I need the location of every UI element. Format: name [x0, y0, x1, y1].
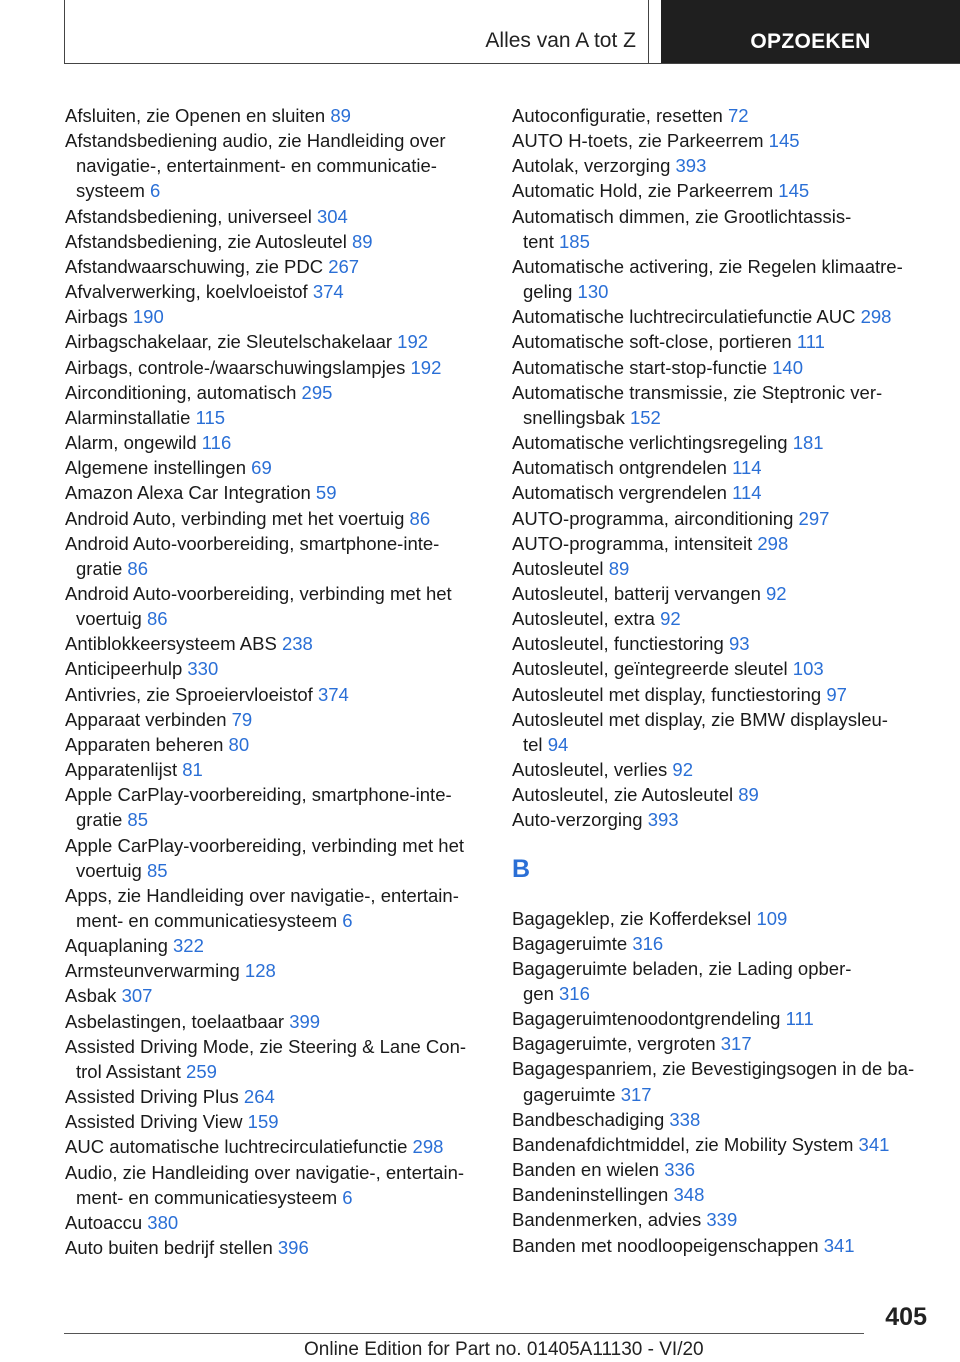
page-link[interactable]: 93: [729, 633, 750, 655]
entry-text: systeem: [76, 180, 145, 202]
index-entry: [65, 556, 490, 581]
page-link[interactable]: 264: [243, 1086, 275, 1108]
entry-text: Antiblokkeersysteem ABS: [65, 633, 277, 655]
section-letter: B: [512, 854, 531, 883]
page-link[interactable]: 316: [559, 983, 590, 1004]
page-link[interactable]: 396: [277, 1237, 309, 1259]
entry-text: geling: [523, 281, 573, 303]
entry-text: gratie: [76, 809, 123, 831]
index-entry: [512, 128, 932, 153]
page-link[interactable]: 374: [312, 281, 344, 303]
index-entry: [512, 1157, 932, 1182]
entry-text: Android Auto-voorbereiding, verbinding met het: [65, 582, 452, 604]
page-link[interactable]: 317: [620, 1083, 652, 1105]
index-entry: [512, 1056, 932, 1081]
page-link[interactable]: 89: [608, 557, 630, 579]
page-link[interactable]: 85: [127, 809, 148, 831]
page-link[interactable]: 6: [150, 180, 161, 202]
entry-text: Afvalverwerking, koelvloeistof: [65, 281, 308, 303]
page-link[interactable]: 111: [796, 331, 825, 353]
index-entry: [512, 556, 932, 581]
entry-text: Autosleutel, functiestoring: [512, 633, 724, 655]
footer-divider: [64, 1333, 864, 1334]
entry-text: Anticipeerhulp: [65, 658, 183, 680]
page-link[interactable]: 393: [647, 809, 679, 831]
entry-text: Aquaplaning: [65, 935, 168, 957]
page-link[interactable]: 109: [756, 907, 788, 929]
page-link[interactable]: 72: [727, 105, 749, 126]
index-entry: [65, 254, 490, 279]
index-entry: [65, 103, 490, 128]
entry-text: Bandenafdichtmiddel, zie Mobility System: [512, 1133, 854, 1155]
index-entry: [512, 1006, 932, 1031]
entry-text: Autosleutel, extra: [512, 608, 655, 630]
entry-text: voertuig: [76, 859, 142, 881]
index-entry: [65, 480, 490, 505]
index-entry: [512, 1207, 932, 1232]
entry-text: Bagageruimte: [512, 932, 628, 954]
entry-text: Apparaten beheren: [65, 733, 224, 755]
entry-text: Bandeninstellingen: [512, 1184, 669, 1206]
index-entry: [512, 931, 932, 956]
entry-text: Autoconfiguratie, resetten: [512, 105, 723, 126]
entry-text: Autolak, verzorging: [512, 155, 671, 177]
index-entry: [512, 1107, 932, 1132]
entry-text: Assisted Driving Plus: [65, 1086, 239, 1108]
page-link[interactable]: 348: [673, 1184, 705, 1206]
index-entry: [65, 732, 490, 757]
index-entry: [65, 833, 490, 858]
index-entry: [512, 103, 932, 128]
page-link[interactable]: 130: [577, 281, 609, 303]
page-link[interactable]: 190: [132, 306, 164, 328]
page-link[interactable]: 69: [251, 457, 272, 479]
edition-footer: Online Edition for Part no. 01405A11130 - VI/20: [304, 1339, 704, 1360]
entry-text: trol Assistant: [76, 1060, 181, 1082]
header-divider: [64, 63, 960, 64]
page-link[interactable]: 94: [547, 733, 569, 755]
entry-text: Asbak: [65, 985, 117, 1007]
page-link[interactable]: 140: [772, 356, 804, 378]
entry-text: gageruimte: [523, 1083, 616, 1105]
chapter-tab[interactable]: [64, 0, 649, 63]
entry-text: Automatische soft-close, portieren: [512, 331, 792, 353]
index-entry: [65, 1059, 490, 1084]
page-link[interactable]: 298: [412, 1136, 444, 1158]
page-link[interactable]: 111: [785, 1008, 814, 1030]
entry-text: Auto-verzorging: [512, 809, 643, 831]
entry-text: Banden met noodloopeigenschappen: [512, 1234, 819, 1256]
entry-text: AUTO-programma, airconditioning: [512, 507, 794, 529]
page-link[interactable]: 116: [201, 432, 232, 454]
entry-text: Algemene instellingen: [65, 457, 247, 479]
page-link[interactable]: 307: [121, 985, 153, 1007]
entry-text: Afstandsbediening, universeel: [65, 205, 312, 227]
index-entry: [512, 906, 932, 931]
index-entry: [512, 581, 932, 606]
page-link[interactable]: 304: [316, 205, 348, 227]
page-link[interactable]: 79: [231, 708, 253, 730]
entry-text: Afsluiten, zie Openen en sluiten: [65, 105, 326, 126]
page-link[interactable]: 59: [315, 482, 337, 504]
page-link[interactable]: 298: [757, 532, 789, 554]
index-entry: [65, 329, 490, 354]
entry-text: Android Auto, verbinding met het voertuig: [65, 507, 405, 529]
index-entry: [65, 1134, 490, 1159]
entry-text: gen: [523, 983, 554, 1004]
entry-text: Automatische start-stop-functie: [512, 356, 767, 378]
page-link[interactable]: 380: [147, 1211, 179, 1233]
page-link[interactable]: 97: [826, 683, 847, 705]
page-link[interactable]: 192: [397, 331, 429, 353]
index-column-left: [65, 103, 490, 1260]
index-entry: [512, 254, 932, 279]
index-entry: [512, 329, 932, 354]
entry-text: Banden en wielen: [512, 1159, 660, 1181]
entry-text: Audio, zie Handleiding over navigatie-, entertain-: [65, 1161, 465, 1183]
index-entry: [65, 455, 490, 480]
entry-text: Asbelastingen, toelaatbaar: [65, 1010, 285, 1032]
index-entry: [512, 506, 932, 531]
entry-text: AUTO H-toets, zie Parkeerrem: [512, 130, 764, 152]
page-link[interactable]: 89: [738, 784, 759, 806]
index-entry: [65, 933, 490, 958]
page-link[interactable]: 192: [410, 356, 442, 378]
section-tab-label: OPZOEKEN: [750, 30, 871, 53]
entry-text: Airbags: [65, 306, 128, 328]
entry-text: Automatische activering, zie Regelen klimaatre-: [512, 255, 903, 277]
entry-text: Automatisch dimmen, zie Grootlichtassis-: [512, 205, 852, 227]
index-entry: [65, 656, 490, 681]
entry-text: Automatisch ontgrendelen: [512, 457, 727, 479]
entry-text: Assisted Driving Mode, zie Steering & Lane Con-: [65, 1035, 467, 1057]
entry-text: Autosleutel, batterij vervangen: [512, 582, 761, 604]
entry-text: Bandenmerken, advies: [512, 1209, 702, 1231]
index-entry: [65, 1185, 490, 1210]
page-link[interactable]: 86: [146, 608, 168, 630]
page-link[interactable]: 92: [660, 608, 681, 630]
entry-text: AUC automatische luchtrecirculatiefunctie: [65, 1136, 408, 1158]
index-entry: [65, 279, 490, 304]
entry-text: Airbags, controle-/waarschuwingslampjes: [65, 356, 406, 378]
entry-text: Autosleutel, verlies: [512, 759, 668, 781]
entry-text: Alarminstallatie: [65, 406, 191, 428]
entry-text: Apps, zie Handleiding over navigatie-, entertain-: [65, 884, 459, 906]
page-link[interactable]: 86: [127, 557, 148, 579]
page-link[interactable]: 80: [228, 733, 250, 755]
index-entry: [512, 1182, 932, 1207]
index-entry: [65, 204, 490, 229]
page-link[interactable]: 89: [351, 230, 373, 252]
page-link[interactable]: 181: [792, 432, 824, 454]
index-entry: [65, 983, 490, 1008]
index-column-right: [512, 103, 932, 1258]
index-entry: [512, 656, 932, 681]
entry-text: Autosleutel, geïntegreerde sleutel: [512, 658, 788, 680]
page-link[interactable]: 259: [186, 1060, 217, 1082]
entry-text: Automatisch vergrendelen: [512, 482, 727, 504]
page-link[interactable]: 86: [409, 507, 431, 529]
entry-text: Assisted Driving View: [65, 1111, 243, 1133]
index-entry: [65, 229, 490, 254]
page-link[interactable]: 81: [182, 759, 203, 781]
entry-text: Apple CarPlay-voorbereiding, verbinding met het: [65, 834, 464, 856]
index-entry: [512, 807, 932, 832]
index-entry: [65, 908, 490, 933]
index-entry: [65, 858, 490, 883]
index-entry: [512, 1082, 932, 1107]
index-entry: [512, 430, 932, 455]
entry-text: Autosleutel met display, zie BMW displaysleu-: [512, 708, 888, 730]
entry-text: Amazon Alexa Car Integration: [65, 482, 311, 504]
entry-text: Autosleutel, zie Autosleutel: [512, 784, 734, 806]
entry-text: Afstandwaarschuwing, zie PDC: [65, 255, 324, 277]
index-entry: [65, 380, 490, 405]
index-entry: [512, 178, 932, 203]
index-entry: [65, 1084, 490, 1109]
index-entry: [512, 606, 932, 631]
page-link[interactable]: 114: [732, 482, 762, 504]
index-entry: [512, 682, 932, 707]
entry-text: Automatische verlichtingsregeling: [512, 432, 788, 454]
index-entry: [65, 757, 490, 782]
index-entry: [65, 1009, 490, 1034]
entry-text: Bagageruimte beladen, zie Lading opber-: [512, 957, 852, 979]
page-link[interactable]: 316: [632, 932, 664, 954]
page-link[interactable]: 115: [195, 406, 226, 428]
index-entry: [65, 153, 490, 178]
page-link[interactable]: 6: [342, 1186, 353, 1208]
entry-text: Android Auto-voorbereiding, smartphone-inte-: [65, 532, 440, 554]
index-entry: [65, 682, 490, 707]
page-link[interactable]: 89: [330, 105, 351, 126]
entry-text: gratie: [76, 557, 123, 579]
index-entry: [65, 707, 490, 732]
index-entry: [65, 958, 490, 983]
index-entry: [512, 229, 932, 254]
index-entry: [65, 304, 490, 329]
index-entry: [65, 531, 490, 556]
page-link[interactable]: 267: [328, 255, 360, 277]
entry-text: Apparaat verbinden: [65, 708, 227, 730]
index-entry: [512, 1233, 932, 1258]
entry-text: Apple CarPlay-voorbereiding, smartphone-inte-: [65, 784, 452, 806]
entry-text: ment- en communicatiesysteem: [76, 910, 338, 931]
index-entry: [512, 355, 932, 380]
page-link[interactable]: 339: [706, 1209, 738, 1231]
index-entry: [512, 1132, 932, 1157]
page-link[interactable]: 145: [768, 130, 800, 152]
entry-text: ment- en communicatiesysteem: [76, 1186, 338, 1208]
entry-text: Apparatenlijst: [65, 759, 178, 781]
index-entry: [512, 981, 932, 1006]
entry-text: Bandbeschadiging: [512, 1108, 665, 1130]
entry-text: snellingsbak: [523, 406, 625, 428]
page-link[interactable]: 317: [720, 1033, 752, 1055]
index-entry: [512, 531, 932, 556]
page-link[interactable]: 399: [289, 1010, 321, 1032]
index-entry: [512, 631, 932, 656]
index-entry: [65, 631, 490, 656]
entry-text: Autoaccu: [65, 1211, 143, 1233]
entry-text: Bagageklep, zie Kofferdeksel: [512, 907, 752, 929]
entry-text: Autosleutel met display, functiestoring: [512, 683, 822, 705]
page-link[interactable]: 338: [669, 1108, 701, 1130]
entry-text: navigatie-, entertainment- en communicatie-: [76, 155, 437, 177]
index-entry: [65, 606, 490, 631]
entry-text: tel: [523, 733, 543, 755]
entry-text: Bagagespanriem, zie Bevestigingsogen in de ba-: [512, 1058, 915, 1080]
index-entry: [512, 480, 932, 505]
chapter-tab-label: Alles van A tot Z: [485, 29, 636, 52]
index-entry: [512, 782, 932, 807]
index-entry: [512, 304, 932, 329]
page-link[interactable]: 6: [342, 910, 353, 931]
page-link[interactable]: 103: [792, 658, 824, 680]
page-link[interactable]: 330: [187, 658, 219, 680]
page-link[interactable]: 92: [766, 582, 787, 604]
page-number: 405: [885, 1303, 927, 1331]
section-tab[interactable]: [661, 0, 960, 64]
page-link[interactable]: 297: [798, 507, 830, 529]
page-link[interactable]: 295: [301, 381, 333, 403]
index-entry: [512, 707, 932, 732]
entry-text: Auto buiten bedrijf stellen: [65, 1237, 273, 1259]
entry-text: tent: [523, 230, 554, 252]
index-entry: [512, 380, 932, 405]
index-entry: [512, 732, 932, 757]
entry-text: Autosleutel: [512, 557, 604, 579]
index-entry: [65, 1160, 490, 1185]
index-entry: [65, 506, 490, 531]
page-link[interactable]: 145: [778, 180, 810, 202]
page-link[interactable]: 85: [146, 859, 168, 881]
entry-text: Antivries, zie Sproeiervloeistof: [65, 683, 313, 705]
index-entry: [512, 1031, 932, 1056]
index-entry: [65, 782, 490, 807]
page-link[interactable]: 114: [732, 457, 762, 479]
page-link[interactable]: 159: [247, 1111, 279, 1133]
index-entry: [65, 883, 490, 908]
index-entry: [65, 1210, 490, 1235]
entry-text: AUTO-programma, intensiteit: [512, 532, 753, 554]
page-link[interactable]: 374: [317, 683, 349, 705]
index-entry: [65, 1109, 490, 1134]
index-entry: [512, 956, 932, 981]
page-link[interactable]: 152: [629, 406, 661, 428]
index-entry: [65, 355, 490, 380]
page-link[interactable]: 336: [664, 1159, 696, 1181]
index-entry: [65, 581, 490, 606]
entry-text: Afstandsbediening audio, zie Handleiding over: [65, 130, 446, 152]
index-entry: [512, 455, 932, 480]
page-link[interactable]: 238: [281, 633, 313, 655]
entry-text: Afstandsbediening, zie Autosleutel: [65, 230, 347, 252]
entry-text: Armsteunverwarming: [65, 960, 240, 982]
page-link[interactable]: 341: [858, 1133, 890, 1155]
index-entry: [65, 1034, 490, 1059]
page-link[interactable]: 128: [244, 960, 276, 982]
entry-text: Bagageruimtenoodontgrendeling: [512, 1008, 781, 1030]
index-entry: [65, 128, 490, 153]
index-entry: [512, 153, 932, 178]
page-link[interactable]: 341: [823, 1234, 855, 1256]
page-link[interactable]: 185: [559, 230, 590, 252]
entry-text: Automatische luchtrecirculatiefunctie AUC: [512, 306, 856, 328]
entry-text: Automatische transmissie, zie Steptronic ver-: [512, 381, 883, 403]
index-entry: [512, 405, 932, 430]
page-link[interactable]: 322: [173, 935, 204, 957]
page-link[interactable]: 298: [860, 306, 892, 328]
entry-text: Alarm, ongewild: [65, 432, 197, 454]
page-link[interactable]: 393: [675, 155, 707, 177]
entry-text: Airbagschakelaar, zie Sleutelschakelaar: [65, 331, 393, 353]
index-entry: [65, 1235, 490, 1260]
entry-text: Bagageruimte, vergroten: [512, 1033, 716, 1055]
entry-text: Automatic Hold, zie Parkeerrem: [512, 180, 774, 202]
index-entry: [65, 405, 490, 430]
index-entry: [512, 757, 932, 782]
index-entry: [65, 807, 490, 832]
index-entry: [512, 279, 932, 304]
page-link[interactable]: 92: [672, 759, 693, 781]
index-entry: [65, 178, 490, 203]
entry-text: voertuig: [76, 608, 142, 630]
index-entry: [512, 204, 932, 229]
index-entry: [65, 430, 490, 455]
entry-text: Airconditioning, automatisch: [65, 381, 297, 403]
